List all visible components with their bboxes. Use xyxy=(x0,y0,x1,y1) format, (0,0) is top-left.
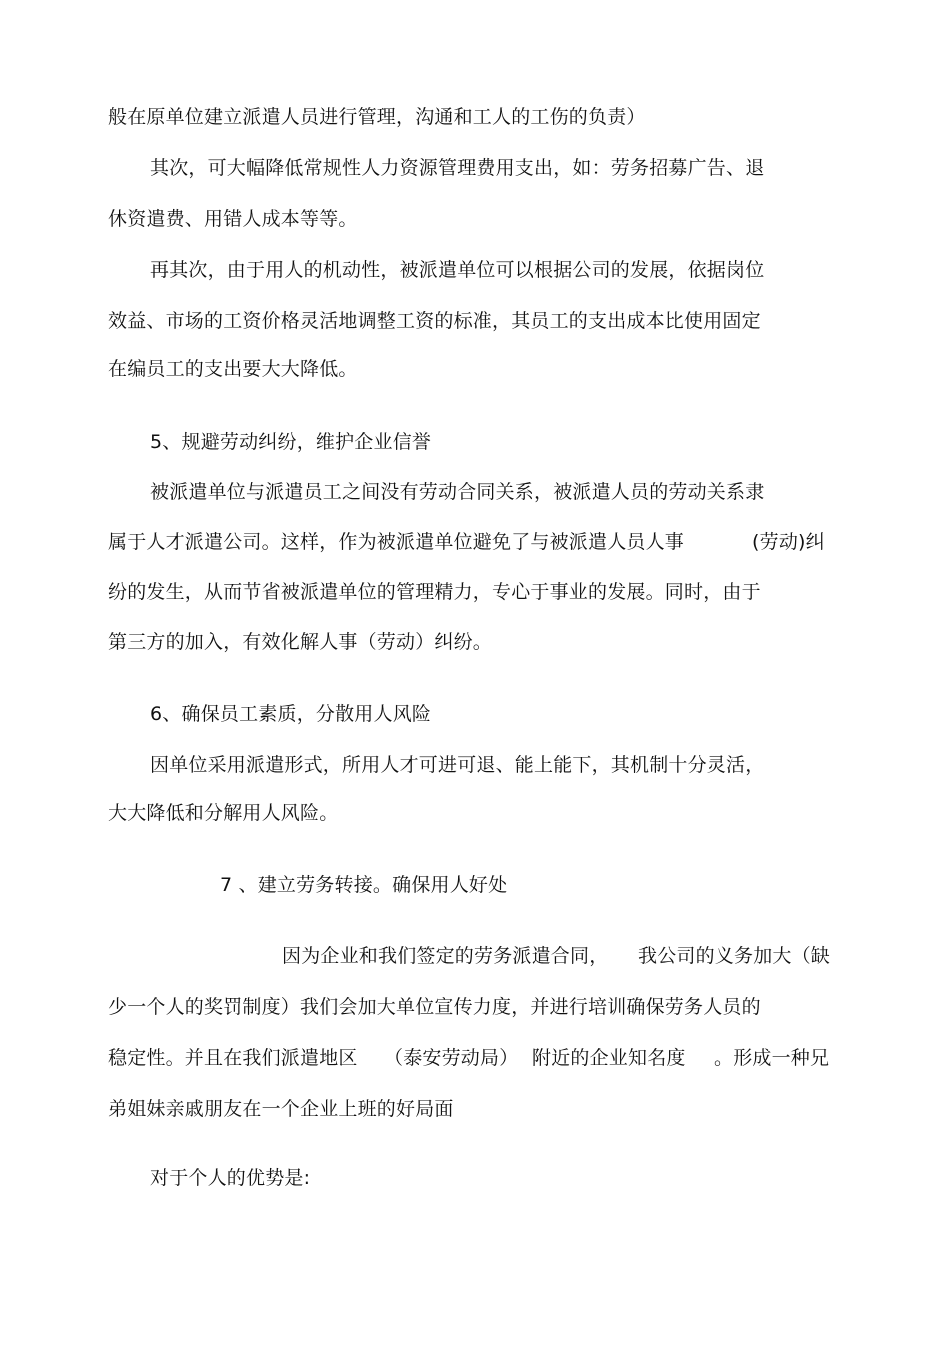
text-line: 效益、市场的工资价格灵活地调整工资的标准，其员工的支出成本比使用固定 xyxy=(108,310,761,332)
text-line: 被派遣单位与派遣员工之间没有劳动合同关系，被派遣人员的劳动关系隶 xyxy=(150,481,765,503)
text-line: 少一个人的奖罚制度）我们会加大单位宣传力度，并进行培训确保劳务人员的 xyxy=(108,996,761,1018)
text-line: 再其次，由于用人的机动性，被派遣单位可以根据公司的发展，依据岗位 xyxy=(150,259,765,281)
text-fragment: 稳定性。并且在我们派遣地区 xyxy=(108,1047,358,1069)
text-line: 因单位采用派遣形式，所用人才可进可退、能上能下，其机制十分灵活， xyxy=(150,754,765,776)
text-line: 弟姐妹亲戚朋友在一个企业上班的好局面 xyxy=(108,1098,454,1120)
text-fragment: 附近的企业知名度 xyxy=(532,1047,686,1069)
text-fragment: （泰安劳动局） xyxy=(384,1047,519,1069)
text-line: 属于人才派遣公司。这样，作为被派遣单位避免了与被派遣人员人事 xyxy=(108,531,685,553)
section-heading: 5、规避劳动纠纷，维护企业信誉 xyxy=(150,431,432,453)
text-fragment: 我公司的义务加大（缺 xyxy=(638,945,831,967)
text-line: 纷的发生，从而节省被派遣单位的管理精力，专心于事业的发展。同时，由于 xyxy=(108,581,761,603)
text-fragment: 因为企业和我们签定的劳务派遣合同， xyxy=(282,945,609,967)
text-fragment: (劳动)纠 xyxy=(752,531,825,553)
text-line: 在编员工的支出要大大降低。 xyxy=(108,358,358,380)
section-heading: 6、确保员工素质，分散用人风险 xyxy=(150,703,432,725)
text-line: 对于个人的优势是: xyxy=(150,1167,311,1189)
section-heading: 7 、建立劳务转接。确保用人好处 xyxy=(220,874,508,896)
text-line: 大大降低和分解用人风险。 xyxy=(108,802,339,824)
text-line: 其次，可大幅降低常规性人力资源管理费用支出，如：劳务招募广告、退 xyxy=(150,157,765,179)
text-line: 般在原单位建立派遣人员进行管理，沟通和工人的工伤的负责） xyxy=(108,106,646,128)
text-line: 休资遣费、用错人成本等等。 xyxy=(108,208,358,230)
text-fragment: 。形成一种兄 xyxy=(714,1047,830,1069)
text-line: 第三方的加入，有效化解人事（劳动）纠纷。 xyxy=(108,631,493,653)
